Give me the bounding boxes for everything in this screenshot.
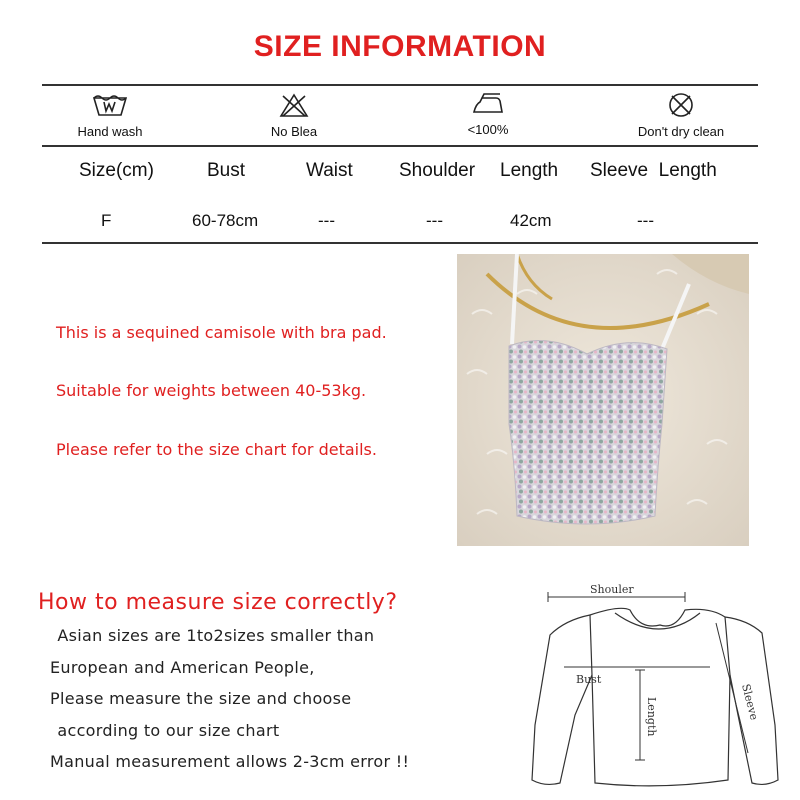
size-header: Size(cm): [79, 160, 154, 181]
no-dry-clean-icon: [667, 92, 695, 118]
diagram-shoulder-label: Shouler: [590, 583, 634, 596]
description-line: Please refer to the size chart for details.: [56, 440, 377, 459]
measure-heading: How to measure size correctly?: [38, 590, 398, 615]
length-value: 42cm: [510, 211, 552, 230]
care-no-dry-clean: [601, 92, 761, 139]
divider-top: [42, 84, 758, 86]
care-no-bleach: [214, 92, 374, 139]
measure-line: Manual measurement allows 2-3cm error !!: [50, 752, 410, 771]
description-line: This is a sequined camisole with bra pad.: [56, 323, 387, 342]
care-label: <100%: [467, 122, 509, 137]
product-photo: [457, 254, 749, 546]
hand-wash-icon: [90, 92, 130, 118]
care-iron: [408, 92, 568, 137]
length-header: Length: [500, 160, 559, 181]
care-label: Don't dry clean: [637, 124, 725, 139]
care-hand-wash: [30, 92, 190, 139]
bust-header: Bust: [207, 160, 246, 181]
iron-icon: [470, 92, 506, 116]
measure-line: Asian sizes are 1to2sizes smaller than: [52, 626, 375, 645]
page-title: SIZE INFORMATION: [253, 30, 547, 63]
description-line: Suitable for weights between 40-53kg.: [56, 381, 367, 400]
divider-mid: [42, 145, 758, 147]
no-bleach-icon: [279, 92, 309, 118]
waist-header: Waist: [306, 160, 353, 181]
sleeve-length-value: ---: [637, 211, 654, 230]
waist-value: ---: [318, 211, 335, 230]
measure-line: according to our size chart: [52, 721, 280, 740]
bust-value: 60-78cm: [192, 211, 259, 230]
care-label: Hand wash: [77, 124, 143, 139]
diagram-bust-label: Bust: [576, 673, 602, 686]
diagram-sleeve-label: Sleeve: [739, 682, 761, 722]
care-label: No Blea: [270, 124, 318, 139]
shoulder-header: Shoulder: [399, 160, 476, 181]
diagram-length-label: Length: [645, 697, 658, 737]
size-value: F: [101, 211, 112, 230]
measurement-diagram: [520, 575, 790, 800]
shoulder-value: ---: [426, 211, 443, 230]
measure-line: European and American People,: [50, 658, 315, 677]
divider-bottom: [42, 242, 758, 244]
sleeve-length-header: Sleeve Length: [590, 160, 717, 181]
measure-line: Please measure the size and choose: [50, 689, 352, 708]
